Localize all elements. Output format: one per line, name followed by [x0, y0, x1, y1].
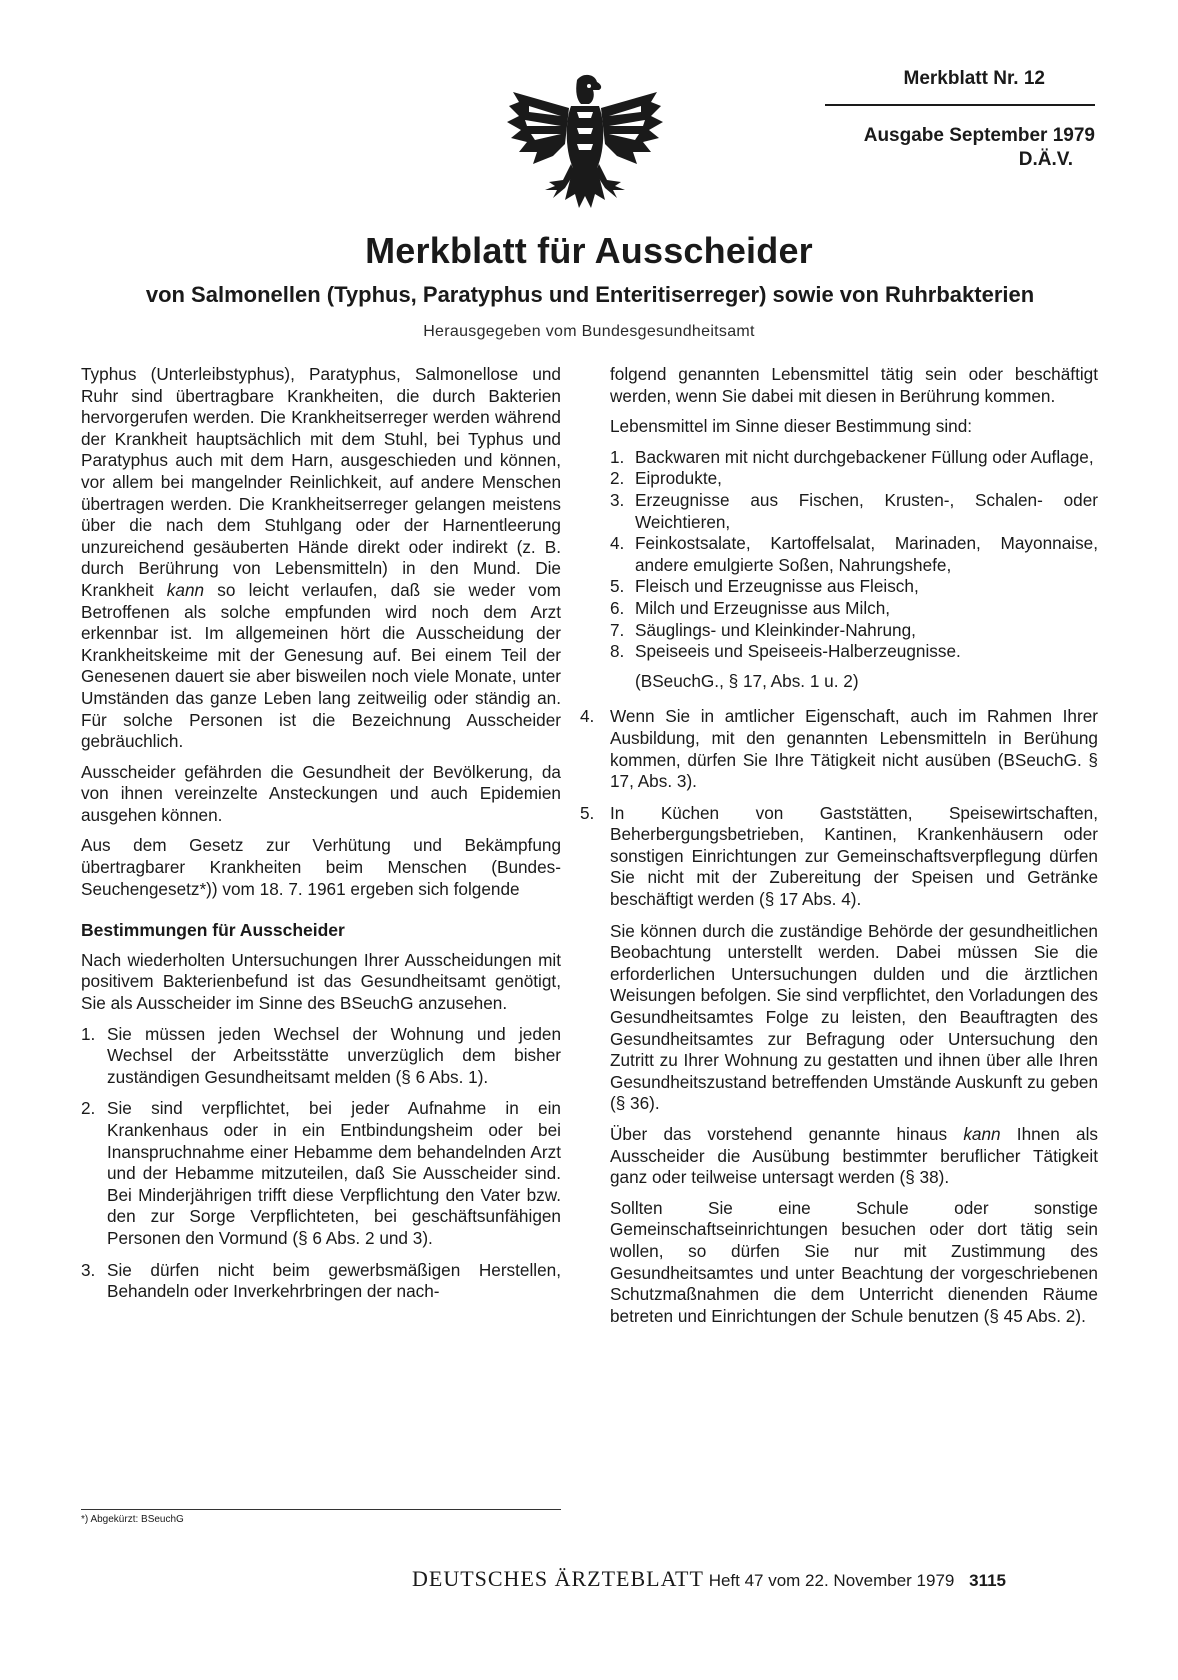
continuation-paragraph: folgend genannten Lebensmittel tätig sein oder beschäftigt werden, wenn Sie dabei mit diesen in Berührung kommen.: [610, 364, 1098, 406]
emphasis-kann: kann: [166, 579, 205, 600]
page-title: Merkblatt für Ausscheider: [365, 230, 813, 271]
law-paragraph: Aus dem Gesetz zur Verhütung und Bekämpfung übertragbarer Krankheiten beim Menschen (Bundes-Seuchengesetz*)) vom 18. 7. 1961 ergeben sich folgende: [81, 835, 561, 899]
observation-paragraph: Sie können durch die zuständige Behörde der gesundheitlichen Beobachtung unterstellt werden. Dabei müssen Sie die erforderlichen Untersuchungen dulden und die ärztlichen Weisungen befolgen. Sie sind verpflichtet, den Vorladungen des Gesundheitsamtes Folge zu leisten, den Beauftragten des Gesundheitsamtes zur Befragung oder Untersuchung den Zutritt zu Ihrer Wohnung zu gestatten und ihnen über alle Ihren Gesundheitszustand betreffenden Umstände Auskunft zu geben (§ 36).: [610, 920, 1098, 1114]
footnote: *) Abgekürzt: BSeuchG: [81, 1509, 561, 1525]
list-item: 1. Sie müssen jeden Wechsel der Wohnung und jeden Wechsel der Arbeitsstätte unverzüglich dem bisher zuständigen Gesundheitsamt melden (§ 6 Abs. 1).: [81, 1023, 561, 1087]
food-list-item: 3. Erzeugnisse aus Fischen, Krusten-, Schalen- oder Weichtieren,: [610, 489, 1098, 532]
list-item: 3. Sie dürfen nicht beim gewerbsmäßigen Herstellen, Behandeln oder Inverkehrbringen der nach-: [81, 1259, 561, 1302]
intro-paragraph: Typhus (Unterleibstyphus), Paratyphus, Salmonellose und Ruhr sind übertragbare Krankheiten, die durch Bakterien hervorgerufen werden. Die Krankheitserreger werden während der Krankheit hauptsächlich mit dem Stuhl, bei Typhus und Paratyphus auch mit dem Harn, ausgeschieden und können, vor allem bei mangelnder Reinlichkeit, auf andere Menschen übertragen werden. Die Krankheitserreger gelangen meistens über die nach dem Stuhlgang oder der Harnentleerung unzureichend gesäuberten Hände direkt oder indirekt (z. B. durch Berührung von Lebensmitteln) in den Mund. Die Krankheit kann so leicht verlaufen, daß sie weder vom Betroffenen als solche empfunden wird noch dem Arzt erkennbar ist. Im allgemeinen hört die Ausscheidung der Krankheitskeime mit der Genesung auf. Bei einem Teil der Genesenen dauert sie aber bisweilen noch viele Monate, unter Umständen das ganze Leben lang zeitweilig oder ständig an. Für solche Personen ist die Bezeichnung Ausscheider gebräuchlich.: [81, 364, 561, 752]
eagle-emblem-icon: [505, 72, 665, 222]
issue-info: Heft 47 vom 22. November 1979: [708, 1571, 955, 1590]
food-list-item: 5. Fleisch und Erzeugnisse aus Fleisch,: [610, 576, 919, 597]
merkblatt-number: Merkblatt Nr. 12: [903, 68, 1045, 89]
document-meta: [825, 68, 1095, 172]
issuing-org: D.Ä.V.: [1018, 149, 1073, 170]
right-column: [580, 364, 1098, 1336]
food-list-item: 8. Speiseeis und Speiseeis-Halberzeugnisse.: [610, 641, 961, 662]
left-column: [81, 364, 561, 1313]
emphasis-kann: kann: [963, 1124, 1001, 1144]
journal-name: DEUTSCHES ÄRZTEBLATT: [412, 1566, 704, 1591]
food-list-intro: Lebensmittel im Sinne dieser Bestimmung sind:: [610, 416, 973, 437]
danger-paragraph: Ausscheider gefährden die Gesundheit der Bevölkerung, da von ihnen vereinzelte Ansteckungen und auch Epidemien ausgehen können.: [81, 761, 561, 825]
meta-divider: [825, 104, 1095, 106]
prohibition-paragraph: Über das vorstehend genannte hinaus kann Ihnen als Ausscheider die Ausübung bestimmter beruflicher Tätigkeit ganz oder teilweise untersagt werden (§ 38).: [610, 1124, 1098, 1188]
publisher-line: Herausgegeben vom Bundesgesundheitsamt: [423, 323, 755, 340]
food-list-item: 2. Eiprodukte,: [610, 468, 722, 489]
section-heading: Bestimmungen für Ausscheider: [81, 920, 345, 941]
list-item: 4. Wenn Sie in amtlicher Eigenschaft, auch im Rahmen Ihrer Ausbildung, mit den genannten Lebensmitteln in Berühung kommen, dürfen Sie Ihre Tätigkeit nicht ausüben (BSeuchG. § 17, Abs. 3).: [580, 706, 1098, 792]
food-list-item: 6. Milch und Erzeugnisse aus Milch,: [610, 597, 891, 618]
page-number: 3115: [969, 1571, 1006, 1590]
food-list-item: 7. Säuglings- und Kleinkinder-Nahrung,: [610, 619, 916, 640]
status-paragraph: Nach wiederholten Untersuchungen Ihrer Ausscheidungen mit positivem Bakterienbefund ist das Gesundheitsamt genötigt, Sie als Ausscheider im Sinne des BSeuchG anzusehen.: [81, 949, 561, 1014]
food-list-item: 4. Feinkostsalate, Kartoffelsalat, Marinaden, Mayonnaise, andere emulgierte Soßen, Nahrungshefe,: [610, 533, 1098, 575]
edition-date: Ausgabe September 1979: [863, 125, 1095, 146]
page-subtitle: von Salmonellen (Typhus, Paratyphus und Enteritiserreger) sowie von Ruhrbakterien: [145, 282, 1035, 307]
food-list-item: 1. Backwaren mit nicht durchgebackener Füllung oder Auflage,: [610, 446, 1094, 467]
law-reference: (BSeuchG., § 17, Abs. 1 u. 2): [635, 670, 859, 691]
page-footer: [412, 1566, 1006, 1592]
list-item: 2. Sie sind verpflichtet, bei jeder Aufnahme in ein Krankenhaus oder in ein Entbindungsheim oder bei Inanspruchnahme einer Hebamme dem behandelnden Arzt und der Hebamme mitzuteilen, daß Sie Ausscheider sind. Bei Minderjährigen trifft diese Verpflichtung den Vater bzw. den zur Sorge Verpflichteten, bei geschäftsunfähigen Personen den Vormund (§ 6 Abs. 2 und 3).: [81, 1098, 561, 1248]
list-item: 5. In Küchen von Gaststätten, Speisewirtschaften, Beherbergungsbetrieben, Kantinen, Krankenhäusern oder sonstigen Einrichtungen zur Gemeinschaftsverpflegung dürfen Sie nicht mit der Zubereitung der Speisen und Getränke beschäftigt werden (§ 17 Abs. 4).: [580, 802, 1098, 910]
food-list: [610, 447, 1098, 663]
school-paragraph: Sollten Sie eine Schule oder sonstige Gemeinschaftseinrichtungen besuchen oder dort tätig sein wollen, so dürfen Sie nur mit Zustimmung des Gesundheitsamtes und unter Beachtung der vorgeschriebenen Schutzmaßnahmen die dem Unterricht dienenden Räume betreten und Einrichtungen der Schule benutzen (§ 45 Abs. 2).: [610, 1197, 1098, 1326]
